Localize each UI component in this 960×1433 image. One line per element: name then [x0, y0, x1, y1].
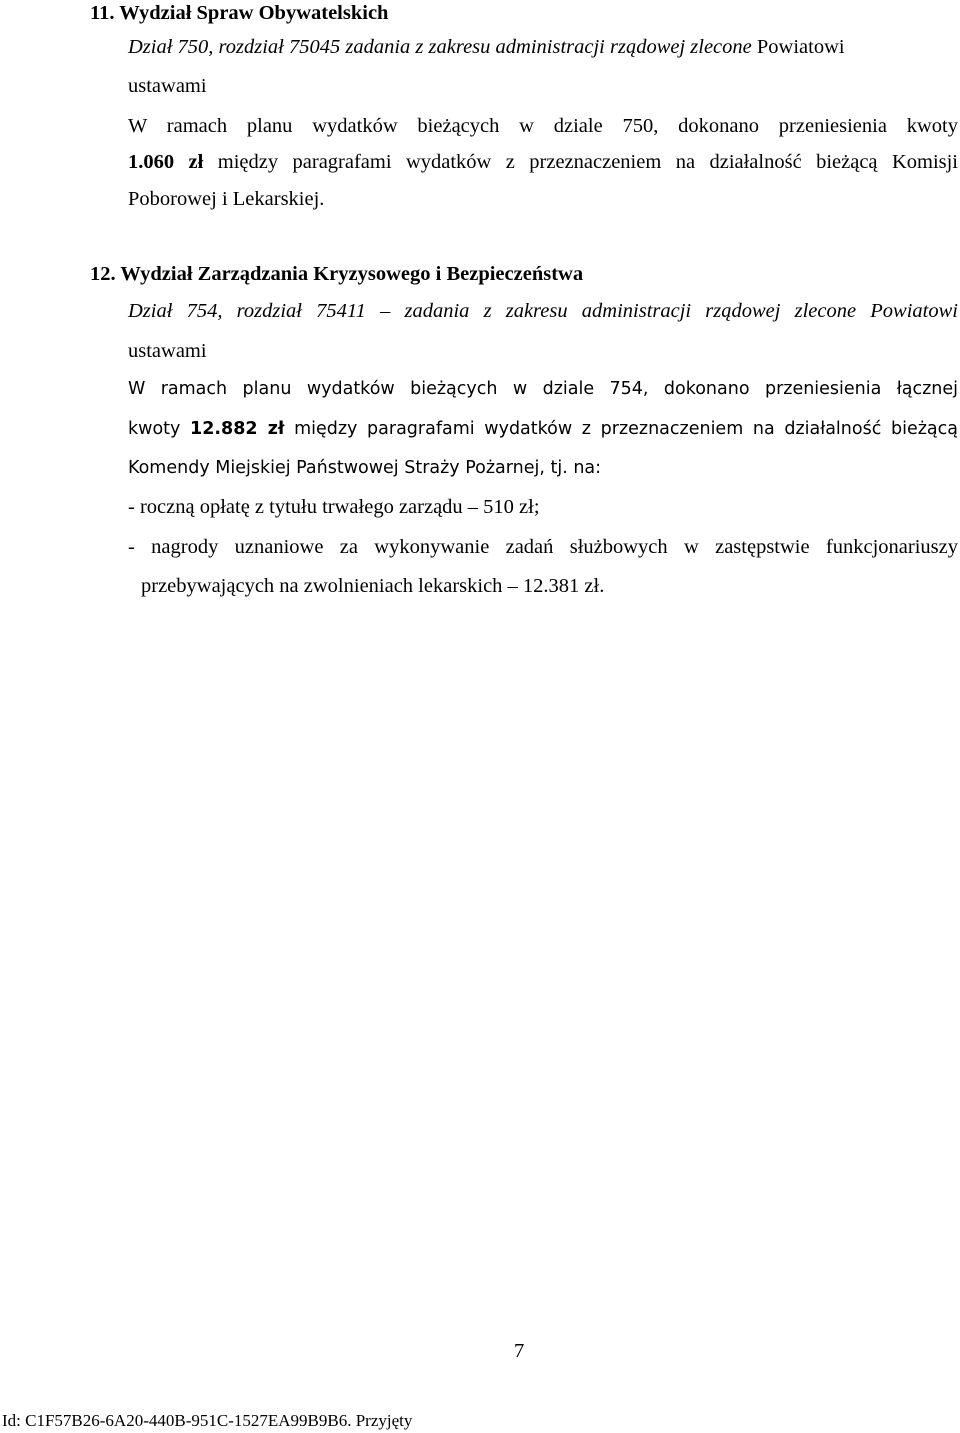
section-11-paragraph-line-1: W ramach planu wydatków bieżących w dziale 750, dokonano przeniesienia kwoty: [128, 115, 958, 137]
section-11-paragraph-line-3: Poborowej i Lekarskiej.: [128, 188, 325, 210]
section-12-paragraph-line-2: [128, 416, 958, 442]
section-11-dzial-line: [128, 34, 958, 60]
section-12-paragraph-line-3: Komendy Miejskiej Państwowej Straży Pożarnej, tj. na:: [128, 458, 602, 478]
section-12-title: Wydział Zarządzania Kryzysowego i Bezpieczeństwa: [120, 263, 584, 285]
section-11-dzial-desc: zadania z zakresu administracji rządowej zlecone: [345, 36, 752, 58]
section-12-bullet-2-line-1: - nagrody uznaniowe za wykonywanie zadań służbowych w zastępstwie funkcjonariuszy: [128, 536, 958, 558]
section-12-dzial-line: Dział 754, rozdział 75411 – zadania z zakresu administracji rządowej zlecone Powiatowi: [128, 300, 958, 322]
section-11-heading: [90, 0, 388, 26]
section-11-dzial-tail: Powiatowi: [756, 36, 845, 58]
section-12-paragraph-line-1: W ramach planu wydatków bieżących w dziale 754, dokonano przeniesienia łącznej: [128, 379, 958, 399]
section-12-heading: [90, 261, 583, 287]
section-12-bullet-2-line-2: przebywających na zwolnieniach lekarskich – 12.381 zł.: [141, 575, 605, 597]
section-11-title: Wydział Spraw Obywatelskich: [119, 2, 389, 24]
section-11-number: 11.: [90, 2, 115, 24]
section-12-paragraph-line-2-pre: kwoty: [128, 419, 181, 439]
section-11-amount: 1.060 zł: [128, 151, 204, 173]
section-12-bullet-1: - roczną opłatę z tytułu trwałego zarządu – 510 zł;: [128, 496, 540, 518]
section-11-paragraph-line-2: [128, 149, 958, 175]
page-number: 7: [514, 1340, 525, 1362]
section-11-paragraph-line-2-rest: między paragrafami wydatków z przeznaczeniem na działalność bieżącą Komisji: [217, 151, 959, 173]
section-12-dzial-line-2: ustawami: [128, 340, 207, 362]
document-id-footer: Id: C1F57B26-6A20-440B-951C-1527EA99B9B6. Przyjęty: [2, 1411, 413, 1430]
section-12-number: 12.: [90, 263, 116, 285]
section-11-dzial-label: Dział 750, rozdział 75045: [128, 36, 341, 58]
section-12-paragraph-line-2-rest: między paragrafami wydatków z przeznaczeniem na działalność bieżącą: [294, 419, 958, 439]
section-11-dzial-line-2: ustawami: [128, 75, 207, 97]
section-12-amount: 12.882 zł: [190, 419, 285, 439]
